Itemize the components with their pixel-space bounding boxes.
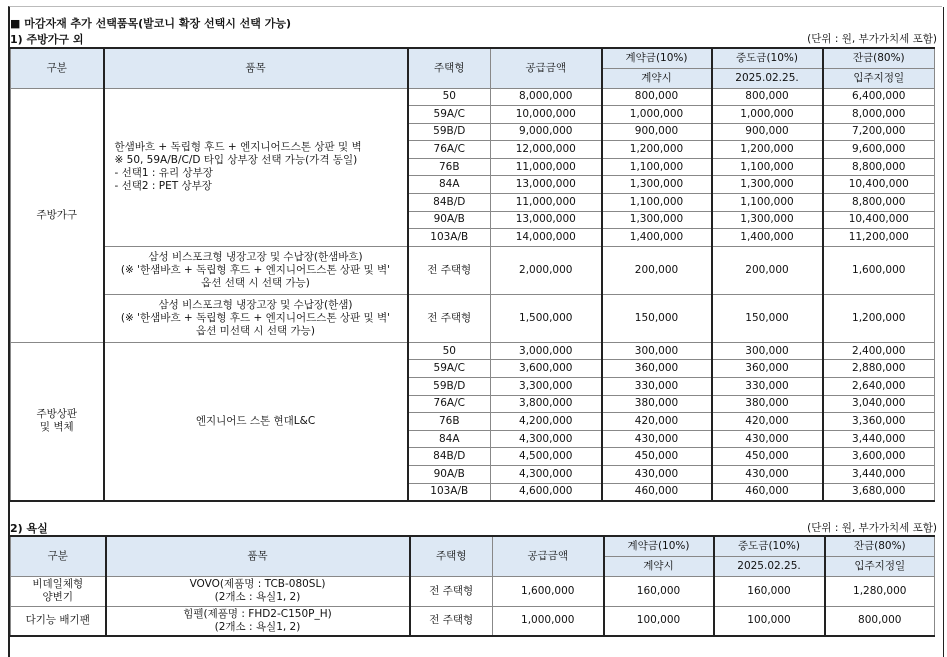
middle-cell: 420,000 [712, 413, 823, 431]
deposit-cell: 1,100,000 [602, 158, 712, 176]
middle-cell: 200,000 [712, 246, 823, 294]
type-cell: 59B/D [408, 123, 491, 141]
type-cell: 76B [408, 413, 491, 431]
category-cell: 비데일체형 양변기 [11, 576, 106, 606]
header-balance: 잔금(80%) [823, 48, 935, 68]
item-line: VOVO(제품명 : TCB-080SL) [189, 578, 326, 590]
price-cell: 3,600,000 [491, 360, 602, 378]
type-cell: 90A/B [408, 211, 491, 229]
header-deposit: 계약금(10%) [604, 536, 714, 556]
header-deposit: 계약금(10%) [602, 48, 712, 68]
price-cell: 11,000,000 [491, 158, 602, 176]
deposit-cell: 200,000 [602, 246, 712, 294]
item-line: (2개소 : 욕실1, 2) [214, 591, 301, 603]
item-line: 힘펠(제품명 : FHD2-C150P_H) [183, 607, 332, 620]
header-price: 공급금액 [493, 536, 604, 576]
item-line: (※ '한샘바흐 + 독립형 후드 + 엔지니어드스톤 상판 및 벽' [120, 311, 391, 324]
type-cell: 90A/B [408, 466, 491, 484]
price-cell: 4,500,000 [491, 448, 602, 466]
price-cell: 2,000,000 [491, 246, 602, 294]
price-cell: 12,000,000 [491, 141, 602, 159]
balance-cell: 7,200,000 [823, 123, 935, 141]
header-balance: 잔금(80%) [825, 536, 935, 556]
type-cell: 103A/B [408, 483, 491, 501]
middle-cell: 460,000 [712, 483, 823, 501]
middle-cell: 1,200,000 [712, 141, 823, 159]
type-cell: 50 [408, 342, 491, 360]
header-item: 품목 [104, 48, 408, 88]
section1-unit: (단위 : 원, 부가가치세 포함) [807, 33, 937, 45]
header-balance-when: 입주지정일 [825, 556, 935, 576]
deposit-cell: 330,000 [602, 378, 712, 396]
middle-cell: 380,000 [712, 395, 823, 413]
deposit-cell: 460,000 [602, 483, 712, 501]
section1-title: 1) 주방가구 외 [10, 33, 84, 46]
item-line: - 선택1 : 유리 상부장 [114, 167, 213, 180]
type-cell: 76A/C [408, 141, 491, 159]
balance-cell: 11,200,000 [823, 229, 935, 247]
price-cell: 4,300,000 [491, 430, 602, 448]
price-cell: 13,000,000 [491, 176, 602, 194]
table-row [11, 606, 935, 636]
type-cell: 59A/C [408, 106, 491, 124]
price-cell: 1,500,000 [491, 294, 602, 342]
middle-cell: 150,000 [712, 294, 823, 342]
deposit-cell: 1,200,000 [602, 141, 712, 159]
middle-cell: 1,100,000 [712, 194, 823, 212]
balance-cell: 1,200,000 [823, 294, 935, 342]
header-middle: 중도금(10%) [712, 48, 823, 68]
deposit-cell: 150,000 [602, 294, 712, 342]
header-deposit-when: 계약시 [604, 556, 714, 576]
item-cell [104, 342, 408, 500]
deposit-cell: 800,000 [602, 88, 712, 106]
price-cell: 4,200,000 [491, 413, 602, 431]
table-row [11, 88, 935, 106]
header-price: 공급금액 [491, 48, 602, 88]
item-line: ※ 50, 59A/B/C/D 타입 상부장 선택 가능(가격 동일) [114, 154, 358, 167]
balance-cell: 1,280,000 [825, 576, 935, 606]
item-cell [104, 88, 408, 246]
balance-cell: 3,440,000 [823, 466, 935, 484]
balance-cell: 2,640,000 [823, 378, 935, 396]
deposit-cell: 360,000 [602, 360, 712, 378]
item-line: 한샘바흐 + 독립형 후드 + 엔지니어드스톤 상판 및 벽 [114, 141, 362, 154]
item-line: 옵션 미선택 시 선택 가능) [196, 324, 315, 337]
item-line: - 선택2 : PET 상부장 [114, 180, 212, 193]
middle-cell: 450,000 [712, 448, 823, 466]
deposit-cell: 1,400,000 [602, 229, 712, 247]
balance-cell: 1,600,000 [823, 246, 935, 294]
balance-cell: 2,400,000 [823, 342, 935, 360]
category-cell: 주방상판 및 벽체 [11, 342, 104, 500]
type-cell: 전 주택형 [408, 246, 491, 294]
balance-cell: 3,360,000 [823, 413, 935, 431]
middle-cell: 360,000 [712, 360, 823, 378]
type-cell: 59A/C [408, 360, 491, 378]
balance-cell: 3,040,000 [823, 395, 935, 413]
deposit-cell: 900,000 [602, 123, 712, 141]
price-cell: 4,600,000 [491, 483, 602, 501]
table-row [11, 342, 935, 360]
price-cell: 11,000,000 [491, 194, 602, 212]
deposit-cell: 450,000 [602, 448, 712, 466]
price-cell: 1,600,000 [493, 576, 604, 606]
header-category: 구분 [11, 536, 106, 576]
kitchen-options-table [10, 47, 935, 502]
header-type: 주택형 [410, 536, 493, 576]
middle-cell: 100,000 [714, 606, 825, 636]
item-line: 삼성 비스포크형 냉장고장 및 수납장(한샘바흐) [148, 250, 363, 263]
item-cell [106, 606, 410, 636]
item-line: 옵션 선택 시 선택 가능) [201, 276, 310, 289]
deposit-cell: 160,000 [604, 576, 714, 606]
middle-cell: 1,100,000 [712, 158, 823, 176]
middle-cell: 900,000 [712, 123, 823, 141]
deposit-cell: 1,000,000 [602, 106, 712, 124]
deposit-cell: 430,000 [602, 430, 712, 448]
middle-cell: 1,000,000 [712, 106, 823, 124]
middle-cell: 800,000 [712, 88, 823, 106]
header-middle: 중도금(10%) [714, 536, 825, 556]
balance-cell: 3,600,000 [823, 448, 935, 466]
deposit-cell: 420,000 [602, 413, 712, 431]
item-line: 엔지니어드 스톤 현대L&C [195, 414, 316, 427]
middle-cell: 1,300,000 [712, 211, 823, 229]
type-cell: 76B [408, 158, 491, 176]
price-cell: 1,000,000 [493, 606, 604, 636]
header-middle-when: 2025.02.25. [714, 556, 825, 576]
header-category: 구분 [11, 48, 104, 88]
balance-cell: 10,400,000 [823, 211, 935, 229]
price-cell: 3,800,000 [491, 395, 602, 413]
balance-cell: 6,400,000 [823, 88, 935, 106]
deposit-cell: 1,100,000 [602, 194, 712, 212]
balance-cell: 8,000,000 [823, 106, 935, 124]
item-cell [104, 246, 408, 294]
category-cell: 다기능 배기팬 [11, 606, 106, 636]
balance-cell: 9,600,000 [823, 141, 935, 159]
type-cell: 84B/D [408, 448, 491, 466]
price-cell: 14,000,000 [491, 229, 602, 247]
header-item: 품목 [106, 536, 410, 576]
deposit-cell: 1,300,000 [602, 211, 712, 229]
balance-cell: 8,800,000 [823, 194, 935, 212]
middle-cell: 160,000 [714, 576, 825, 606]
table-row [11, 246, 935, 294]
deposit-cell: 1,300,000 [602, 176, 712, 194]
item-cell [106, 576, 410, 606]
balance-cell: 10,400,000 [823, 176, 935, 194]
balance-cell: 2,880,000 [823, 360, 935, 378]
type-cell: 76A/C [408, 395, 491, 413]
price-cell: 10,000,000 [491, 106, 602, 124]
item-line: 삼성 비스포크형 냉장고장 및 수납장(한샘) [158, 298, 353, 311]
section2-title: 2) 욕실 [10, 522, 48, 535]
price-cell: 13,000,000 [491, 211, 602, 229]
price-cell: 9,000,000 [491, 123, 602, 141]
table-row [11, 576, 935, 606]
item-line: (※ '한샘바흐 + 독립형 후드 + 엔지니어드스톤 상판 및 벽' [120, 263, 391, 276]
type-cell: 전 주택형 [410, 606, 493, 636]
deposit-cell: 100,000 [604, 606, 714, 636]
deposit-cell: 380,000 [602, 395, 712, 413]
middle-cell: 430,000 [712, 466, 823, 484]
item-cell [104, 294, 408, 342]
type-cell: 84B/D [408, 194, 491, 212]
price-cell: 3,300,000 [491, 378, 602, 396]
item-line: (2개소 : 욕실1, 2) [214, 620, 301, 633]
header-type: 주택형 [408, 48, 491, 88]
balance-cell: 3,680,000 [823, 483, 935, 501]
balance-cell: 800,000 [825, 606, 935, 636]
price-cell: 3,000,000 [491, 342, 602, 360]
middle-cell: 300,000 [712, 342, 823, 360]
middle-cell: 1,300,000 [712, 176, 823, 194]
deposit-cell: 430,000 [602, 466, 712, 484]
type-cell: 84A [408, 176, 491, 194]
middle-cell: 330,000 [712, 378, 823, 396]
deposit-cell: 300,000 [602, 342, 712, 360]
type-cell: 50 [408, 88, 491, 106]
page-heading: ■ 마감자재 추가 선택품목(발코니 확장 선택시 선택 가능) [10, 17, 292, 30]
type-cell: 전 주택형 [410, 576, 493, 606]
balance-cell: 8,800,000 [823, 158, 935, 176]
bathroom-options-table [10, 535, 935, 637]
header-middle-when: 2025.02.25. [712, 68, 823, 88]
type-cell: 전 주택형 [408, 294, 491, 342]
header-balance-when: 입주지정일 [823, 68, 935, 88]
header-deposit-when: 계약시 [602, 68, 712, 88]
category-cell: 주방가구 [11, 88, 104, 342]
table-row [11, 294, 935, 342]
type-cell: 84A [408, 430, 491, 448]
type-cell: 59B/D [408, 378, 491, 396]
section2-unit: (단위 : 원, 부가가치세 포함) [807, 522, 937, 534]
middle-cell: 430,000 [712, 430, 823, 448]
balance-cell: 3,440,000 [823, 430, 935, 448]
price-cell: 8,000,000 [491, 88, 602, 106]
type-cell: 103A/B [408, 229, 491, 247]
middle-cell: 1,400,000 [712, 229, 823, 247]
price-cell: 4,300,000 [491, 466, 602, 484]
